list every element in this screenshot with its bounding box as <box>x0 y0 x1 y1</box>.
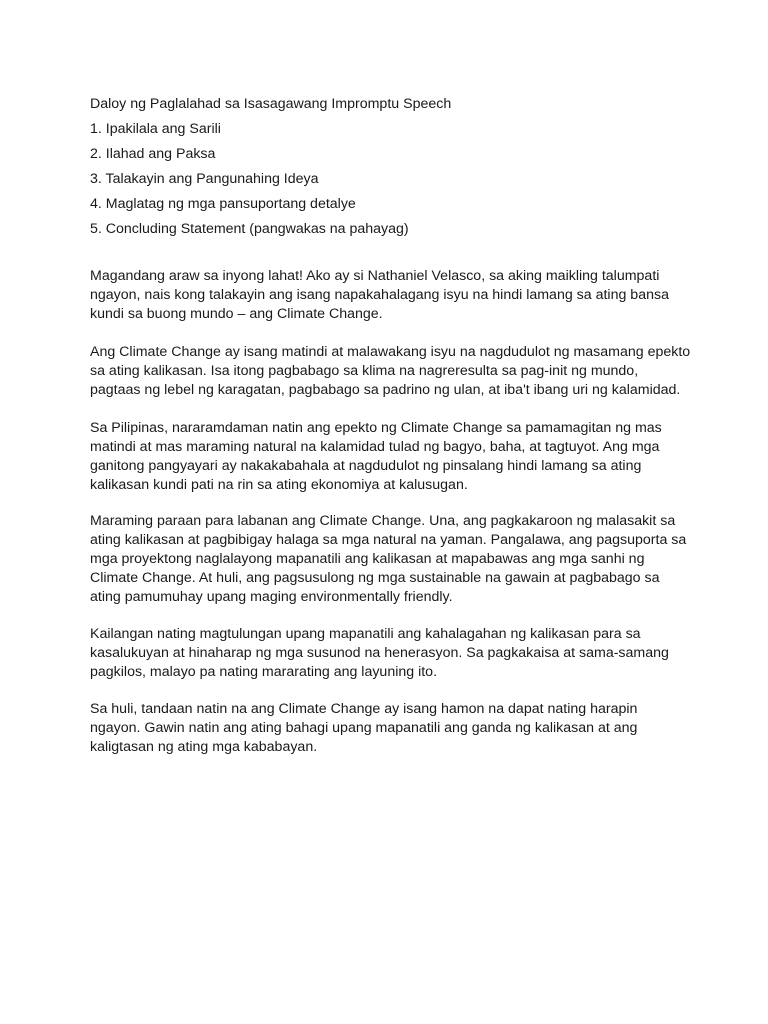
paragraph-line: kaligtasan ng ating mga kababayan. <box>90 739 318 755</box>
paragraph-line: Magandang araw sa inyong lahat! Ako ay si Nathaniel Velasco, sa aking maikling talumpati <box>90 268 660 284</box>
paragraph-line: kundi sa buong mundo – ang Climate Change. <box>90 306 383 322</box>
paragraph-line: sa ating kalikasan. Isa itong pagbabago sa klima na nagreresulta sa pag-init ng mundo, <box>90 363 639 379</box>
paragraph-line: Kailangan nating magtulungan upang mapanatili ang kahalagahan ng kalikasan para sa <box>90 626 641 642</box>
step-item: 4. Maglatag ng mga pansuportang detalye <box>90 196 356 212</box>
paragraph-line: ganitong pangyayari ay nakakabahala at nagdudulot ng pinsalang hindi lamang sa ating <box>90 458 642 474</box>
paragraph-solutions <box>90 512 690 607</box>
document-title: Daloy ng Paglalahad sa Isasagawang Impromptu Speech <box>90 96 452 112</box>
paragraph-line: Climate Change. At huli, ang pagsusulong ng mga sustainable na gawain at pagbabago sa <box>90 570 660 586</box>
step-item: 5. Concluding Statement (pangwakas na pahayag) <box>90 221 409 237</box>
paragraph-line: ngayon, nais kong talakayin ang isang napakahalagang isyu na hindi lamang sa ating bansa <box>90 287 669 303</box>
paragraph-line: pagtaas ng lebel ng karagatan, pagbabago sa padrino ng ulan, at iba't ibang uri ng kalamidad. <box>90 382 681 398</box>
paragraph-line: kalikasan kundi pati na rin sa ating ekonomiya at kalusugan. <box>90 477 468 493</box>
step-item: 2. Ilahad ang Paksa <box>90 146 216 162</box>
step-item: 1. Ipakilala ang Sarili <box>90 121 221 137</box>
paragraph-introduction <box>90 267 690 324</box>
paragraph-conclusion <box>90 700 690 757</box>
paragraph-line: ating pamumuhay upang maging environmentally friendly. <box>90 589 453 605</box>
paragraph-line: mga proyektong naglalayong mapanatili ang kalikasan at mapabawas ang mga sanhi ng <box>90 551 645 567</box>
paragraph-line: ating kalikasan at pagbibigay halaga sa mga natural na yaman. Pangalawa, ang pagsuporta sa <box>90 532 687 548</box>
step-item: 3. Talakayin ang Pangunahing Ideya <box>90 171 319 187</box>
paragraph-cooperation <box>90 625 690 682</box>
paragraph-line: pagkilos, malayo pa nating mararating ang layuning ito. <box>90 664 438 680</box>
paragraph-definition <box>90 343 690 400</box>
paragraph-line: Maraming paraan para labanan ang Climate Change. Una, ang pagkakaroon ng malasakit sa <box>90 513 676 529</box>
paragraph-philippines-impact <box>90 419 690 495</box>
speech-steps-list <box>90 120 409 245</box>
paragraph-line: Sa huli, tandaan natin na ang Climate Change ay isang hamon na dapat nating harapin <box>90 701 638 717</box>
paragraph-line: Ang Climate Change ay isang matindi at malawakang isyu na nagdudulot ng masamang epekto <box>90 344 691 360</box>
paragraph-line: kasalukuyan at hinaharap ng mga susunod na henerasyon. Sa pagkakaisa at sama-samang <box>90 645 669 661</box>
paragraph-line: ngayon. Gawin natin ang ating bahagi upang mapanatili ang ganda ng kalikasan at ang <box>90 720 638 736</box>
paragraph-line: matindi at mas maraming natural na kalamidad tulad ng bagyo, baha, at tagtuyot. Ang mga <box>90 439 660 455</box>
paragraph-line: Sa Pilipinas, nararamdaman natin ang epekto ng Climate Change sa pamamagitan ng mas <box>90 420 662 436</box>
